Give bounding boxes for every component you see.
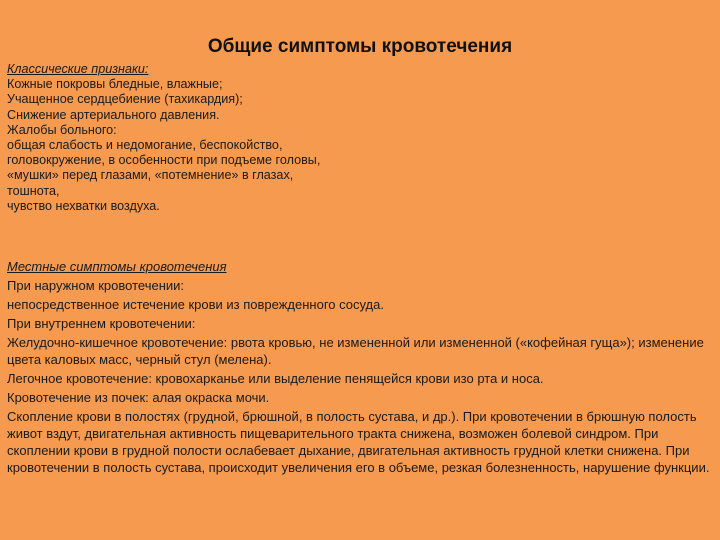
- local-symptom-line: Скопление крови в полостях (грудной, брюшной, в полость сустава, и др.). При кровотечении в брюшную полость живот вздут, двигательная активность пищеварительного тракта снижена, возможен болевой синдром. При скоплении крови в грудной полости ослабевает дыхание, двигательная активность грудной клетки снижена. При кровотечении в полость сустава, происходит увеличения его в объеме, резкая болезненность, нарушение функции.: [7, 409, 710, 475]
- local-symptom-line: При внутреннем кровотечении:: [7, 316, 196, 331]
- local-symptom-line: Желудочно-кишечное кровотечение: рвота кровью, не измененной или измененной («кофейная гуща»); изменение цвета каловых масс, черный стул (мелена).: [7, 335, 704, 367]
- general-sign-line: общая слабость и недомогание, беспокойство,: [7, 138, 283, 153]
- general-signs-heading: Классические признаки:: [7, 62, 149, 76]
- general-sign-line: Кожные покровы бледные, влажные;: [7, 77, 223, 92]
- general-sign-line: чувство нехватки воздуха.: [7, 198, 160, 213]
- local-symptom-line: Кровотечение из почек: алая окраска мочи.: [7, 390, 270, 405]
- general-sign-line: тошнота,: [7, 183, 60, 198]
- general-sign-line: Жалобы больного:: [7, 122, 117, 137]
- local-symptoms-block: [7, 258, 713, 478]
- general-sign-line: «мушки» перед глазами, «потемнение» в глазах,: [7, 168, 294, 183]
- general-signs-block: [7, 62, 713, 214]
- local-symptoms-heading: Местные симптомы кровотечения: [7, 259, 227, 274]
- general-sign-line: Учащенное сердцебиение (тахикардия);: [7, 92, 243, 107]
- general-sign-line: Снижение артериального давления.: [7, 107, 220, 122]
- local-symptom-line: При наружном кровотечении:: [7, 278, 185, 293]
- general-sign-line: головокружение, в особенности при подъеме головы,: [7, 153, 321, 168]
- local-symptom-line: Легочное кровотечение: кровохарканье или выделение пенящейся крови изо рта и носа.: [7, 371, 544, 386]
- local-symptom-line: непосредственное истечение крови из поврежденного сосуда.: [7, 297, 384, 312]
- slide-title: Общие симптомы кровотечения: [207, 36, 513, 57]
